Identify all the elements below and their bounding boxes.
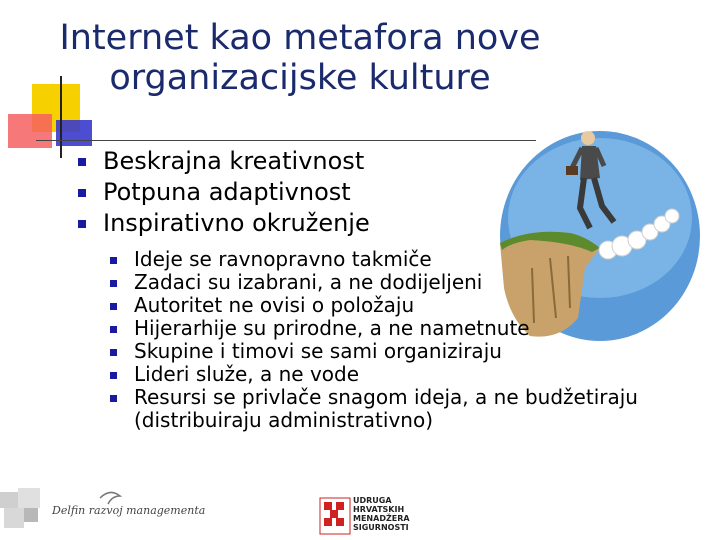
bullet-square-icon <box>110 280 117 287</box>
delfin-logo-text: Delfin razvoj managementa <box>52 504 206 517</box>
bullet-square-icon <box>78 220 86 228</box>
bullet-square-icon <box>78 158 86 166</box>
bullet-square-icon <box>110 395 117 402</box>
bullet-text: Beskrajna kreativnost <box>103 147 365 175</box>
list-item <box>78 208 370 239</box>
list-item <box>110 271 710 294</box>
bullet-square-icon <box>78 189 86 197</box>
bullet-list-secondary <box>110 248 710 432</box>
bullet-text: Zadaci su izabrani, a ne dodijeljeni <box>134 270 483 294</box>
bullet-text: Potpuna adaptivnost <box>103 178 351 206</box>
list-item <box>110 317 710 340</box>
bullet-text: Inspirativno okruženje <box>103 209 370 237</box>
list-item <box>78 146 370 177</box>
list-item <box>78 177 370 208</box>
bullet-square-icon <box>110 303 117 310</box>
bullet-square-icon <box>110 257 117 264</box>
list-item <box>110 363 710 386</box>
title-line-2: organizacijske kulture <box>109 58 491 98</box>
page-title <box>40 18 560 98</box>
title-line-1: Internet kao metafora nove <box>59 18 541 58</box>
list-item <box>110 340 710 363</box>
bullet-text: Lideri služe, a ne vode <box>134 362 360 386</box>
list-item <box>110 294 710 317</box>
list-item <box>110 248 710 271</box>
bullet-square-icon <box>110 349 117 356</box>
bullet-square-icon <box>110 326 117 333</box>
bullet-list-primary <box>78 146 370 239</box>
bullet-square-icon <box>110 372 117 379</box>
deco-horizontal-line <box>36 140 536 141</box>
bullet-text: Autoritet ne ovisi o položaju <box>134 293 415 317</box>
bullet-text: Ideje se ravnopravno takmiče <box>134 247 432 271</box>
udruga-logo-text: UDRUGA HRVATSKIH MENADŽERA SIGURNOSTI <box>353 496 410 532</box>
bullet-text: Resursi se privlače snagom ideja, a ne budžetiraju (distribuiraju administrativno) <box>134 385 638 432</box>
deco-red-square <box>8 114 52 148</box>
list-item <box>110 386 710 432</box>
bullet-text: Hijerarhije su prirodne, a ne nametnute <box>134 316 530 340</box>
bullet-text: Skupine i timovi se sami organiziraju <box>134 339 502 363</box>
